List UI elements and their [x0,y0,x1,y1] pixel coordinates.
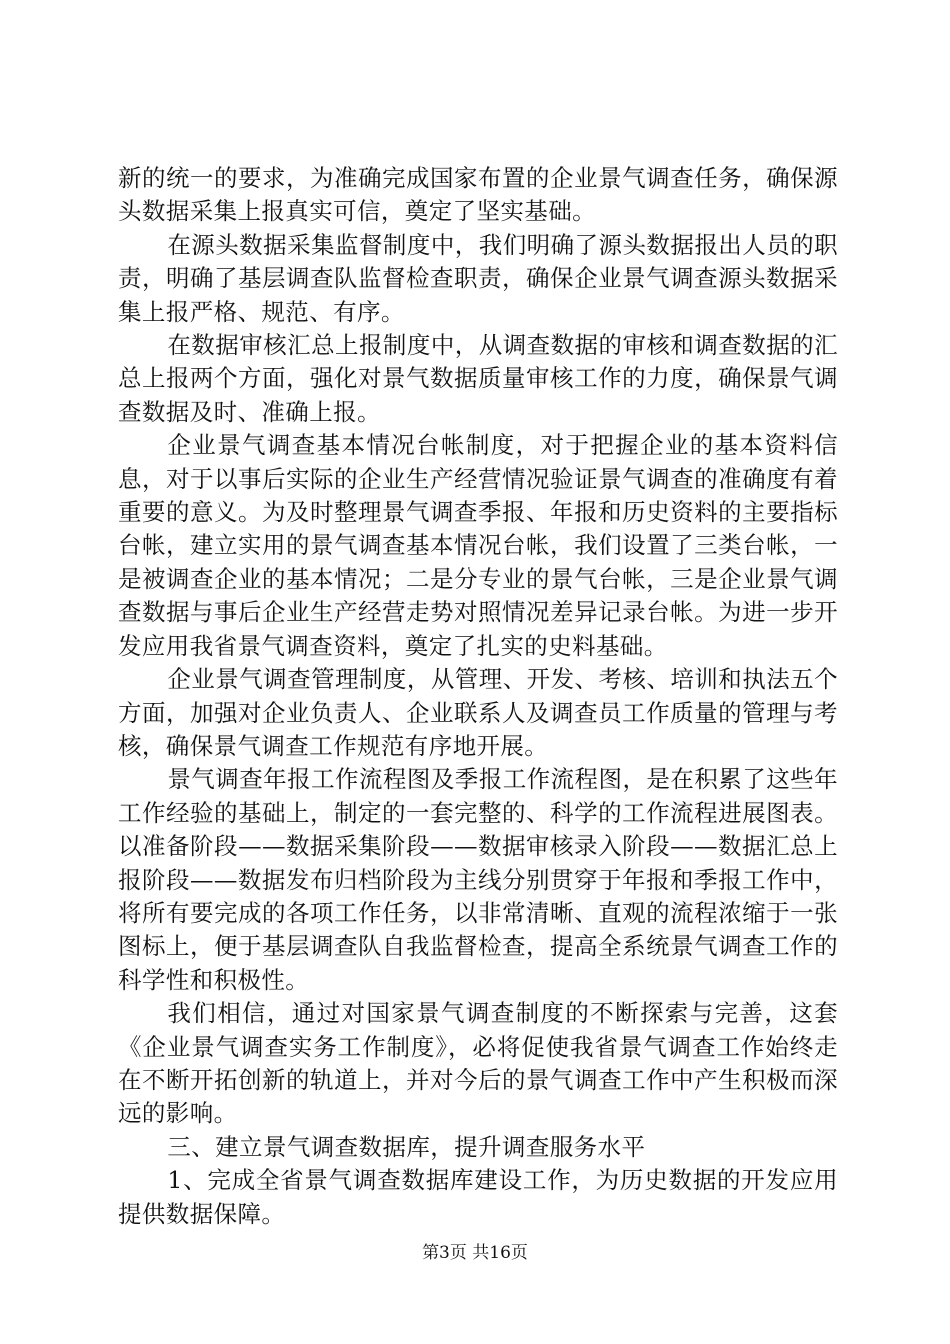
paragraph-management-system: 企业景气调查管理制度，从管理、开发、考核、培训和执法五个方面，加强对企业负责人、企业联系人及调查员工作质量的管理与考核，确保景气调查工作规范有序地开展。 [118,665,838,760]
section-heading-database: 三、建立景气调查数据库，提升调查服务水平 [167,1132,646,1161]
paragraph-workflow-charts: 景气调查年报工作流程图及季报工作流程图，是在积累了这些年工作经验的基础上，制定的一套完整的、科学的工作流程进展图表。以准备阶段——数据采集阶段——数据审核录入阶段——数据汇总上报阶段——数据发布归档阶段为主线分别贯穿于年报和季报工作中，将所有要完成的各项工作任务，以非常清晰、直观的流程浓缩于一张图标上，便于基层调查队自我监督检查，提高全系统景气调查工作的科学性和积极性。 [118,765,838,994]
paragraph-conclusion: 我们相信，通过对国家景气调查制度的不断探索与完善，这套《企业景气调查实务工作制度》，必将促使我省景气调查工作始终走在不断开拓创新的轨道上，并对今后的景气调查工作中产生积极而深远的影响。 [118,999,838,1128]
paragraph-continuation: 新的统一的要求，为准确完成国家布置的企业景气调查任务，确保源头数据采集上报真实可信，奠定了坚实基础。 [118,164,838,226]
paragraph-database-item-1: 1、完成全省景气调查数据库建设工作，为历史数据的开发应用提供数据保障。 [118,1166,838,1228]
paragraph-ledger-system: 企业景气调查基本情况台帐制度，对于把握企业的基本资料信息，对于以事后实际的企业生产经营情况验证景气调查的准确度有着重要的意义。为及时整理景气调查季报、年报和历史资料的主要指标台帐，建立实用的景气调查基本情况台帐，我们设置了三类台帐，一是被调查企业的基本情况；二是分专业的景气台帐，三是企业景气调查数据与事后企业生产经营走势对照情况差异记录台帐。为进一步开发应用我省景气调查资料，奠定了扎实的史料基础。 [118,431,838,660]
paragraph-source-data-supervision: 在源头数据采集监督制度中，我们明确了源头数据报出人员的职责，明确了基层调查队监督检查职责，确保企业景气调查源头数据采集上报严格、规范、有序。 [118,230,838,326]
page-number-footer: 第3页 共16页 [422,1243,528,1263]
document-body [118,162,838,1231]
paragraph-data-review-reporting: 在数据审核汇总上报制度中，从调查数据的审核和调查数据的汇总上报两个方面，强化对景气数据质量审核工作的力度，确保景气调查数据及时、准确上报。 [118,331,838,426]
